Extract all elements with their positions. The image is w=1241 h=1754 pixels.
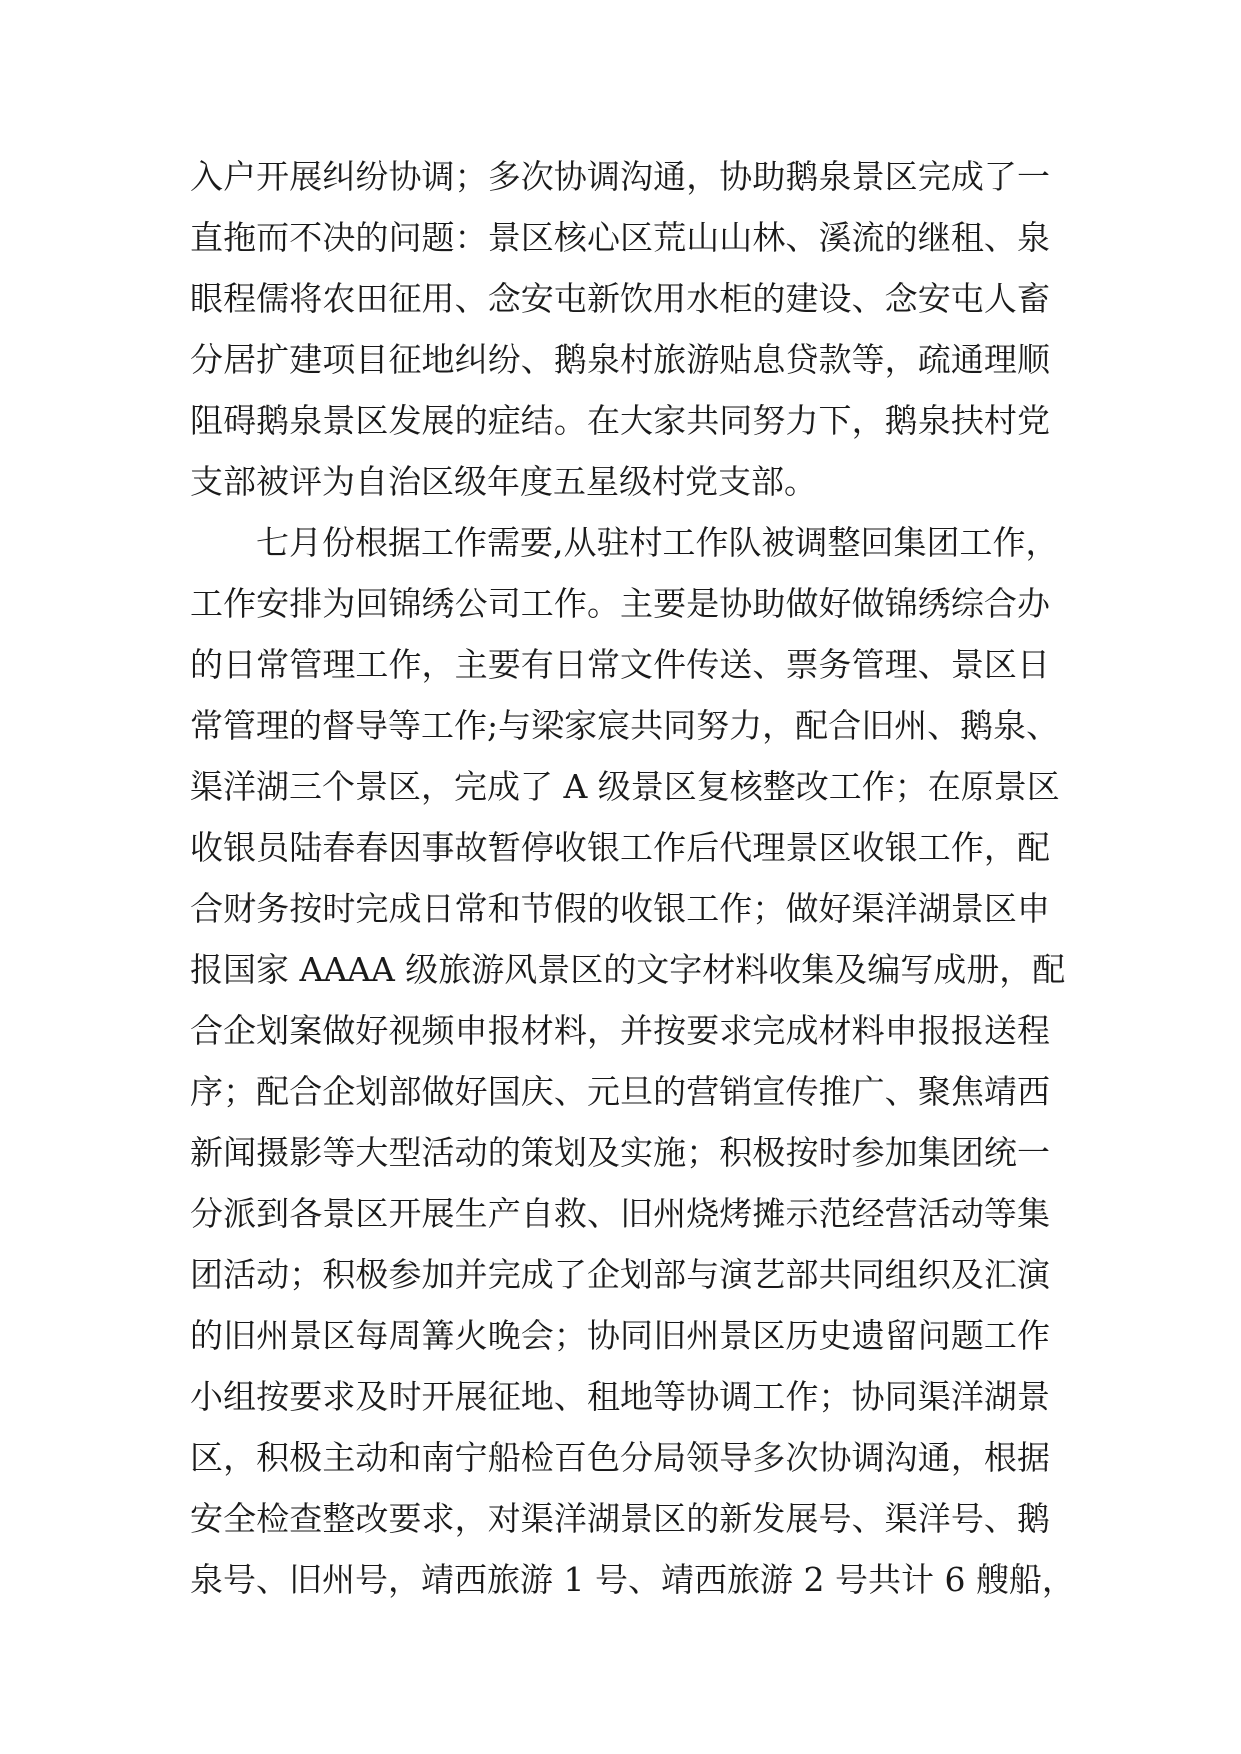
text-line: 分派到各景区开展生产自救、旧州烧烤摊示范经营活动等集 xyxy=(190,1194,1050,1233)
text-line: 报国家 AAAA 级旅游风景区的文字材料收集及编写成册，配 xyxy=(190,950,1066,989)
text-line: 渠洋湖三个景区，完成了 A 级景区复核整改工作；在原景区 xyxy=(190,767,1060,806)
text-line: 泉号、旧州号，靖西旅游 1 号、靖西旅游 2 号共计 6 艘船， xyxy=(190,1560,1075,1599)
text-line: 安全检查整改要求，对渠洋湖景区的新发展号、渠洋号、鹅 xyxy=(190,1499,1050,1538)
paragraph-first-line: 七月份根据工作需要,从驻村工作队被调整回集团工作， xyxy=(256,523,1059,562)
text-line: 团活动；积极参加并完成了企划部与演艺部共同组织及汇演 xyxy=(190,1255,1050,1294)
text-line: 眼程儒将农田征用、念安屯新饮用水柜的建设、念安屯人畜 xyxy=(190,279,1050,318)
text-line: 分居扩建项目征地纠纷、鹅泉村旅游贴息贷款等，疏通理顺 xyxy=(190,340,1050,379)
text-line: 新闻摄影等大型活动的策划及实施；积极按时参加集团统一 xyxy=(190,1133,1050,1172)
text-line: 合企划案做好视频申报材料，并按要求完成材料申报报送程 xyxy=(190,1011,1050,1050)
text-line: 收银员陆春春因事故暂停收银工作后代理景区收银工作，配 xyxy=(190,828,1050,867)
text-line: 入户开展纠纷协调；多次协调沟通，协助鹅泉景区完成了一 xyxy=(190,157,1050,196)
text-line: 常管理的督导等工作;与梁家宸共同努力，配合旧州、鹅泉、 xyxy=(190,706,1060,745)
text-line: 阻碍鹅泉景区发展的症结。在大家共同努力下，鹅泉扶村党 xyxy=(190,401,1050,440)
text-line: 小组按要求及时开展征地、租地等协调工作；协同渠洋湖景 xyxy=(190,1377,1050,1416)
text-line: 的旧州景区每周篝火晚会；协同旧州景区历史遗留问题工作 xyxy=(190,1316,1050,1355)
text-line: 区，积极主动和南宁船检百色分局领导多次协调沟通，根据 xyxy=(190,1438,1050,1477)
text-line: 序；配合企划部做好国庆、元旦的营销宣传推广、聚焦靖西 xyxy=(190,1072,1050,1111)
text-line: 直拖而不决的问题：景区核心区荒山山林、溪流的继租、泉 xyxy=(190,218,1050,257)
text-line: 工作安排为回锦绣公司工作。主要是协助做好做锦绣综合办 xyxy=(190,584,1050,623)
text-line: 的日常管理工作，主要有日常文件传送、票务管理、景区日 xyxy=(190,645,1050,684)
text-line: 支部被评为自治区级年度五星级村党支部。 xyxy=(190,462,817,501)
text-line: 合财务按时完成日常和节假的收银工作；做好渠洋湖景区申 xyxy=(190,889,1050,928)
